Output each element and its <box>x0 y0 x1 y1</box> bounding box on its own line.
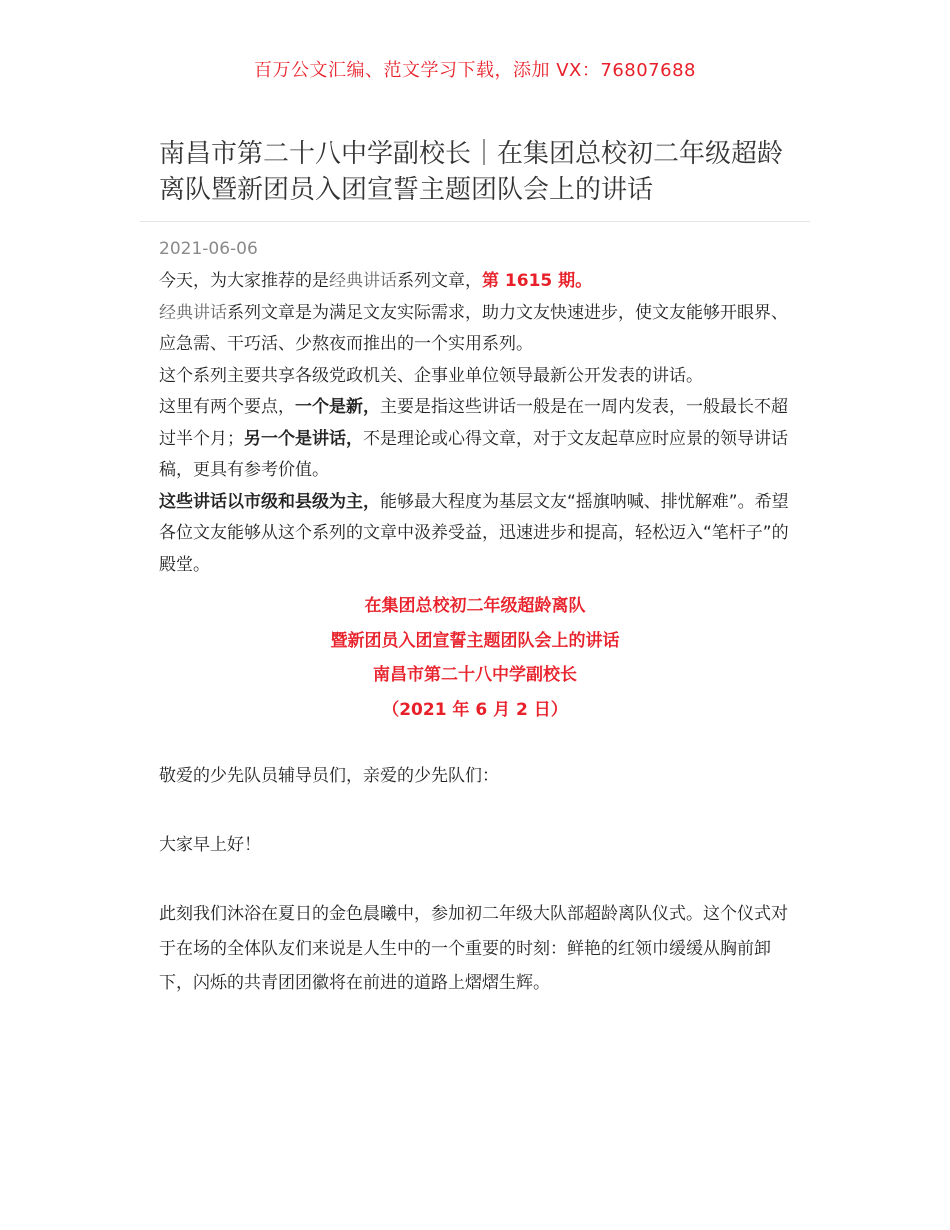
title-divider <box>140 221 810 222</box>
series-name: 经典讲话 <box>329 271 397 291</box>
intro-p1-prefix: 今天，为大家推荐的是 <box>159 271 329 291</box>
intro-p4-e: 不是理论或心得文章，对于文友起草应时应景的领导讲话稿，更具有参考价值。 <box>159 428 788 480</box>
intro-paragraph-5 <box>159 487 795 582</box>
promo-banner: 百万公文汇编、范文学习下载，添加 VX：76807688 <box>254 60 696 81</box>
intro-p5-bold: 这些讲话以市级和县级为主， <box>159 491 380 512</box>
speech-heading-line-4: （2021 年 6 月 2 日） <box>382 699 568 720</box>
speech-paragraph-1: 此刻我们沐浴在夏日的金色晨曦中，参加初二年级大队部超龄离队仪式。这个仪式对于在场的全体队友们来说是人生中的一个重要的时刻：鲜艳的红领巾缓缓从胸前卸下，闪烁的共青团团徽将在前进的道路上熠熠生辉。 <box>159 904 788 993</box>
intro-paragraph-3: 这个系列主要共享各级党政机关、企事业单位领导最新公开发表的讲话。 <box>159 365 703 386</box>
issue-number: 第 1615 期。 <box>482 271 593 291</box>
intro-p1-middle: 系列文章， <box>397 271 482 291</box>
intro-p4-b: 一个是新， <box>295 397 380 417</box>
article-title: 南昌市第二十八中学副校长｜在集团总校初二年级超龄离队暨新团员入团宣誓主题团队会上的讲话 <box>159 139 784 205</box>
series-name-2: 经典讲话 <box>159 302 227 323</box>
intro-section <box>159 266 795 581</box>
intro-p4-d: 另一个是讲话， <box>244 428 363 449</box>
intro-paragraph-1 <box>159 266 795 298</box>
speech-greeting: 大家早上好！ <box>159 835 261 855</box>
intro-p5-rest: 能够最大程度为基层文友“摇旗呐喊、排忧解难”。希望各位文友能够从这个系列的文章中汲养受益，迅速进步和提高，轻松迈入“笔杆子”的殿堂。 <box>159 491 789 575</box>
speech-heading-line-1: 在集团总校初二年级超龄离队 <box>364 596 586 616</box>
intro-p4-c: 主要是指这些讲话一般是在一周内发表，一般最长不超过半个月； <box>159 397 788 449</box>
intro-p2-rest: 系列文章是为满足文友实际需求，助力文友快速进步，使文友能够开眼界、应急需、干巧活、少熬夜而推出的一个实用系列。 <box>159 302 788 354</box>
speech-heading-line-3: 南昌市第二十八中学副校长 <box>373 665 577 685</box>
speech-heading <box>0 589 950 727</box>
intro-p4-a: 这里有两个要点， <box>159 397 295 417</box>
intro-paragraph-2 <box>159 298 795 361</box>
speech-salutation: 敬爱的少先队员辅导员们，亲爱的少先队们： <box>159 766 499 786</box>
publish-date: 2021-06-06 <box>159 239 258 259</box>
intro-paragraph-4 <box>159 392 795 487</box>
speech-heading-line-2: 暨新团员入团宣誓主题团队会上的讲话 <box>330 630 620 651</box>
